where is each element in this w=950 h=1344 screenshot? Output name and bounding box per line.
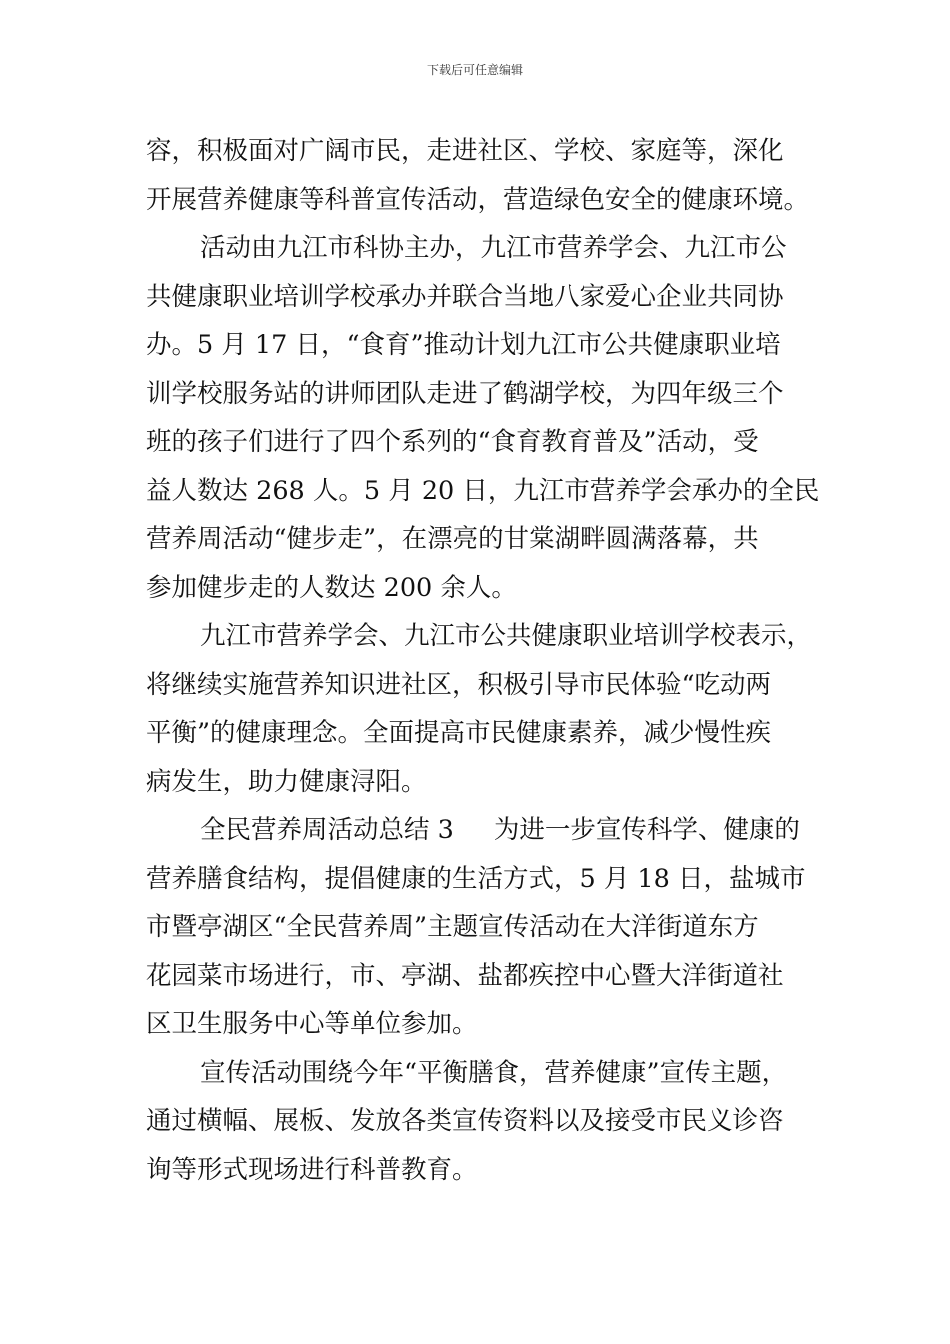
document-body [146, 127, 820, 1194]
text-line: 班的孩子们进行了四个系列的“食育教育普及”活动，受 [146, 427, 759, 457]
text-line: 病发生，助力健康浔阳。 [146, 766, 427, 797]
text-line [146, 806, 816, 855]
text-line: 营养膳食结构，提倡健康的生活方式，5 月 18 日，盐城市 [146, 863, 806, 894]
text-line: 区卫生服务中心等单位参加。 [146, 1009, 478, 1039]
section-heading: 全民营养周活动总结 3 [200, 815, 454, 845]
text-line: 花园菜市场进行，市、亭湖、盐都疾控中心暨大洋街道社 [146, 960, 784, 991]
text-line: 训学校服务站的讲师团队走进了鹤湖学校，为四年级三个 [146, 378, 784, 409]
paragraph [146, 127, 816, 224]
paragraph [146, 224, 820, 612]
text-line: 开展营养健康等科普宣传活动，营造绿色安全的健康环境。 [146, 184, 810, 215]
text-line: 办。5 月 17 日，“食育”推动计划九江市公共健康职业培 [146, 330, 781, 360]
text-line: 九江市营养学会、九江市公共健康职业培训学校表示， [200, 621, 813, 651]
paragraph [146, 806, 816, 1049]
text-line: 市暨亭湖区“全民营养周”主题宣传活动在大洋街道东方 [146, 912, 759, 942]
text-line: 参加健步走的人数达 200 余人。 [146, 572, 517, 603]
text-line: 宣传活动围绕今年“平衡膳食，营养健康”宣传主题， [200, 1057, 788, 1088]
paragraph [146, 1049, 816, 1195]
text-segment: 为进一步宣传科学、健康的 [493, 815, 800, 845]
text-line: 平衡”的健康理念。全面提高市民健康素养，减少慢性疾 [146, 718, 772, 748]
text-line: 通过横幅、展板、发放各类宣传资料以及接受市民义诊咨 [146, 1106, 784, 1136]
text-line: 询等形式现场进行科普教育。 [146, 1154, 478, 1185]
text-line: 益人数达 268 人。5 月 20 日，九江市营养学会承办的全民 [146, 475, 820, 506]
text-line: 营养周活动“健步走”，在漂亮的甘棠湖畔圆满落幕，共 [146, 524, 759, 554]
text-line: 容，积极面对广阔市民，走进社区、学校、家庭等，深化 [146, 136, 784, 166]
text-line: 活动由九江市科协主办，九江市营养学会、九江市公 [200, 233, 787, 263]
text-line: 将继续实施营养知识进社区，积极引导市民体验“吃动两 [146, 669, 772, 700]
text-line: 共健康职业培训学校承办并联合当地八家爱心企业共同协 [146, 281, 784, 312]
page-header: 下载后可任意编辑 [426, 63, 523, 77]
paragraph [146, 612, 816, 806]
